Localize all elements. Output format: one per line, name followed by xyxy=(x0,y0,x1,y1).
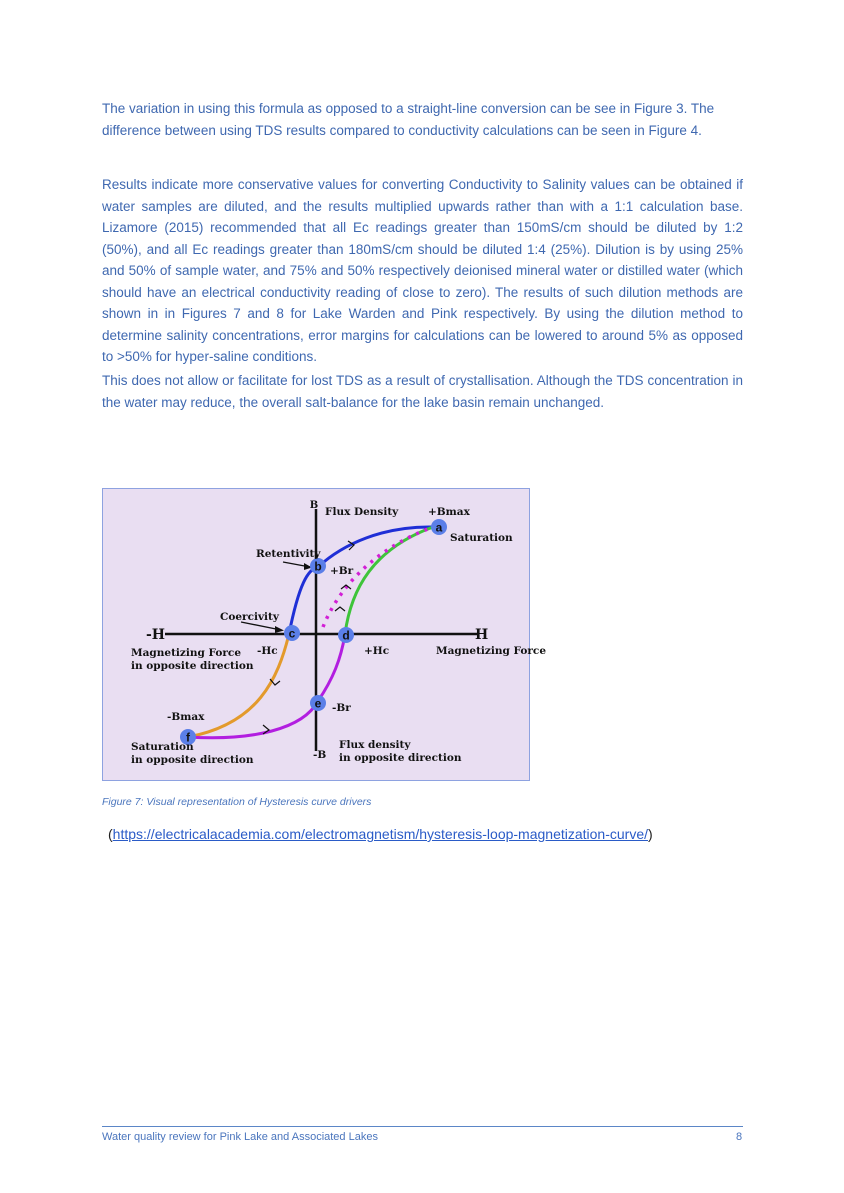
source-link[interactable]: https://electricalacademia.com/electromagnetism/hysteresis-loop-magnetization-curve/ xyxy=(112,826,649,842)
neg-hc-label: -Hc xyxy=(257,645,278,657)
paragraph-crystallisation: This does not allow or facilitate for lost TDS as a result of crystallisation. Although the TDS concentration in the water may reduce, the overall salt-balance for the lake basin remain unchanged. xyxy=(102,373,743,410)
pos-hc-label: +Hc xyxy=(364,645,390,657)
curve-blue xyxy=(289,527,433,634)
point-d-marker xyxy=(338,627,354,643)
svg-text:b: b xyxy=(314,559,322,574)
saturation-opposite-line1: Saturation xyxy=(131,741,194,753)
point-a-marker xyxy=(431,519,447,535)
coercivity-pointer-head xyxy=(275,626,284,633)
pos-h-label: H xyxy=(475,627,489,643)
svg-text:d: d xyxy=(342,628,350,643)
neg-h-label: -H xyxy=(146,627,166,643)
neg-b-label: -B xyxy=(313,749,327,761)
arrow-chevron-3 xyxy=(335,607,345,611)
hysteresis-figure xyxy=(102,488,546,781)
page-number: 8 xyxy=(736,1131,743,1143)
source-close-paren: ) xyxy=(648,826,653,842)
mag-force-opposite-line2: in opposite direction xyxy=(131,660,254,672)
flux-density-opposite-line2: in opposite direction xyxy=(339,752,462,764)
neg-bmax-label: -Bmax xyxy=(167,711,205,723)
curve-initial-magnetization xyxy=(323,527,433,627)
retentivity-label: Retentivity xyxy=(256,548,321,560)
mag-force-label: Magnetizing Force xyxy=(436,645,546,657)
plus-bmax-label: +Bmax xyxy=(428,506,470,518)
point-c-marker xyxy=(284,625,300,641)
saturation-label: Saturation xyxy=(450,532,513,544)
neg-br-label: -Br xyxy=(332,702,351,714)
flux-density-opposite-line1: Flux density xyxy=(339,739,411,751)
svg-text:c: c xyxy=(288,626,296,641)
plus-br-label: +Br xyxy=(330,565,354,577)
b-axis-label: B xyxy=(309,500,319,511)
mag-force-opposite-line1: Magnetizing Force xyxy=(131,647,241,659)
footer-title: Water quality review for Pink Lake and Associated Lakes xyxy=(102,1131,378,1143)
paragraph-dilution-results: Results indicate more conservative values for converting Conductivity to Salinity values can be obtained if water samples are diluted, and the results multiplied upwards rather than with a 1:1 calculation base. Lizamore (2015) recommended that all Ec readings greater than 150mS/cm should be diluted by 1:2 (50%), and all Ec readings greater than 180mS/cm should be diluted 1:4 (25%). Dilution is by using 25% and 50% of sample water, and 75% and 50% respectively deionised mineral water or distilled water (which should have an electrical conductivity reading of close to zero). The results of such dilution methods are shown in in Figures 7 and 8 for Lake Warden and Pink respectively. By using the dilution method to determine salinity concentrations, error margins for calculations can be lowered to around 5% as opposed to >50% for hyper-saline conditions. xyxy=(102,177,743,364)
source-open-paren: ( xyxy=(108,826,113,842)
saturation-opposite-line2: in opposite direction xyxy=(131,754,254,766)
coercivity-label: Coercivity xyxy=(220,611,279,623)
flux-density-label: Flux Density xyxy=(325,506,399,518)
figure-source xyxy=(108,826,653,842)
point-e-marker xyxy=(310,695,326,711)
svg-text:e: e xyxy=(314,696,322,711)
figure-caption: Figure 7: Visual representation of Hysteresis curve drivers xyxy=(102,796,372,808)
svg-text:a: a xyxy=(435,520,443,535)
curve-green xyxy=(345,527,433,634)
paragraph-formula-variation: The variation in using this formula as opposed to a straight-line conversion can be see in Figure 3. The difference between using TDS results compared to conductivity calculations can be seen in Figure 4. xyxy=(102,101,715,138)
point-b-marker xyxy=(310,558,326,574)
footer-divider xyxy=(102,1126,743,1127)
hysteresis-diagram xyxy=(103,489,546,782)
svg-text:f: f xyxy=(186,730,190,745)
